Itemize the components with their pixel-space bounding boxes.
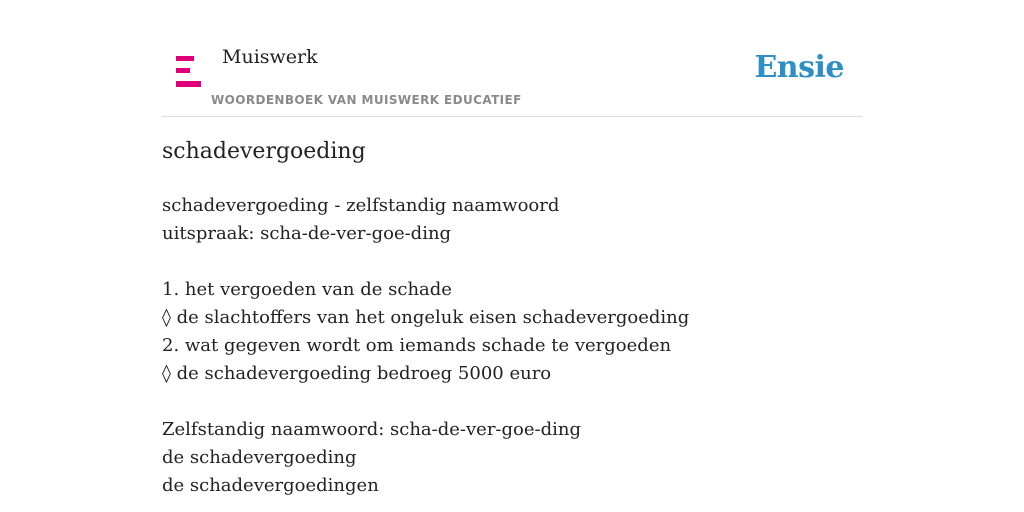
example-1: ◊ de slachtoffers van het ongeluk eisen schadevergoeding xyxy=(162,307,690,328)
entry-body xyxy=(162,192,862,500)
singular-form: de schadevergoeding xyxy=(162,447,357,468)
grammar-info: Zelfstandig naamwoord: scha-de-ver-goe-ding xyxy=(162,419,581,440)
ensie-logo[interactable]: Ensie xyxy=(754,50,844,85)
brand-subtitle: WOORDENBOEK VAN MUISWERK EDUCATIEF xyxy=(211,93,522,107)
muiswerk-e-icon[interactable] xyxy=(173,54,201,88)
spacer xyxy=(162,248,862,276)
pronunciation: uitspraak: scha-de-ver-goe-ding xyxy=(162,223,452,244)
spacer xyxy=(162,388,862,416)
definition-2: 2. wat gegeven wordt om iemands schade te vergoeden xyxy=(162,335,672,356)
site-header xyxy=(162,0,862,117)
example-2: ◊ de schadevergoeding bedroeg 5000 euro xyxy=(162,363,552,384)
page-title: schadevergoeding xyxy=(162,139,366,164)
entry-headline: schadevergoeding - zelfstandig naamwoord xyxy=(162,195,560,216)
plural-form: de schadevergoedingen xyxy=(162,475,379,496)
brand-name[interactable]: Muiswerk xyxy=(222,46,318,68)
definition-1: 1. het vergoeden van de schade xyxy=(162,279,452,300)
